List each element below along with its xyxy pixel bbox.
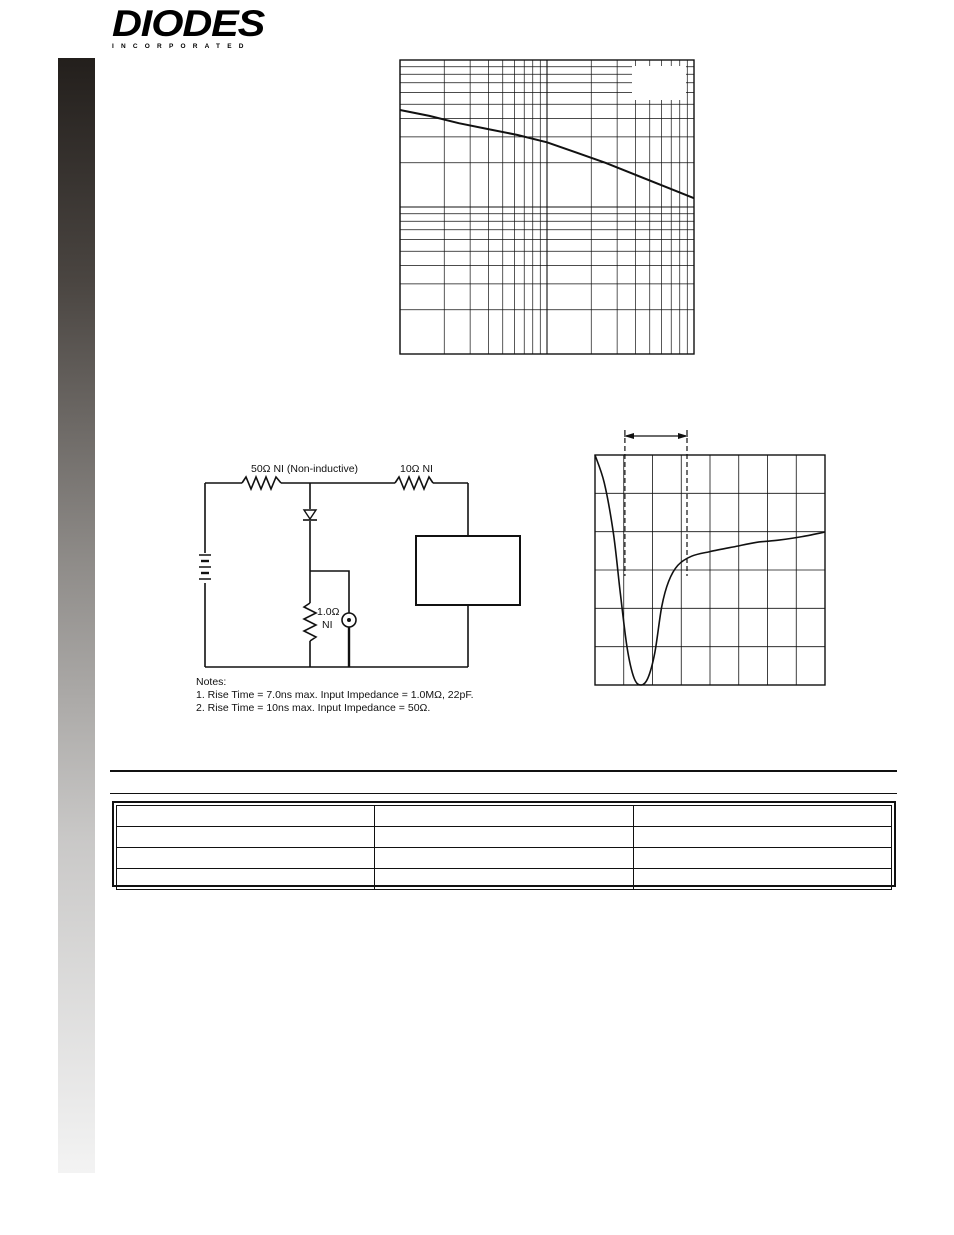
chart-grid [400,60,694,354]
table-cell [633,869,891,890]
table-cell [375,806,633,827]
battery-icon [199,555,211,579]
resistor-50-ohm [242,477,281,489]
r3-note: NI [322,619,333,631]
logo-subtext: INCORPORATED [112,43,251,50]
waveform-chart [590,426,830,691]
time-markers [625,430,687,576]
table-cell [633,827,891,848]
r1-label: 50Ω NI (Non-inductive) [251,463,359,475]
note-item: 1. Rise Time = 7.0ns max. Input Impedance = 1.0MΩ, 22pF. [196,689,474,701]
table-cell [117,869,375,890]
probe-center [347,618,351,622]
table-cell [375,869,633,890]
table-cell [117,806,375,827]
table-cell [375,848,633,869]
chart-grid [595,455,825,685]
test-circuit-diagram [190,455,530,675]
table-row [117,806,892,827]
diodes-logo [112,3,278,50]
table-cell [633,806,891,827]
resistor-1-ohm [304,603,316,641]
table-cell [117,848,375,869]
resistor-10-ohm [395,477,433,489]
diode-icon [304,510,316,519]
table-row [117,848,892,869]
table-cell [375,827,633,848]
ordering-table [112,801,896,887]
table-cell [633,848,891,869]
oscilloscope-box [416,536,520,605]
logo-wordmark: DIODES [112,3,265,44]
note-item: 2. Rise Time = 10ns max. Input Impedance = 50Ω. [196,702,431,714]
table-cell [117,827,375,848]
section-rule-thin [110,793,897,794]
notes-heading: Notes: [196,676,227,688]
section-rule-thick [110,770,897,772]
r2-label: 10Ω NI [400,463,433,475]
spec-table [116,805,892,890]
circuit-notes [196,676,474,715]
side-gradient-bar [58,58,95,1173]
table-row [117,827,892,848]
r3-value: 1.0Ω [317,606,340,618]
table-row [117,869,892,890]
log-log-chart [398,58,698,358]
legend-box [632,66,686,100]
